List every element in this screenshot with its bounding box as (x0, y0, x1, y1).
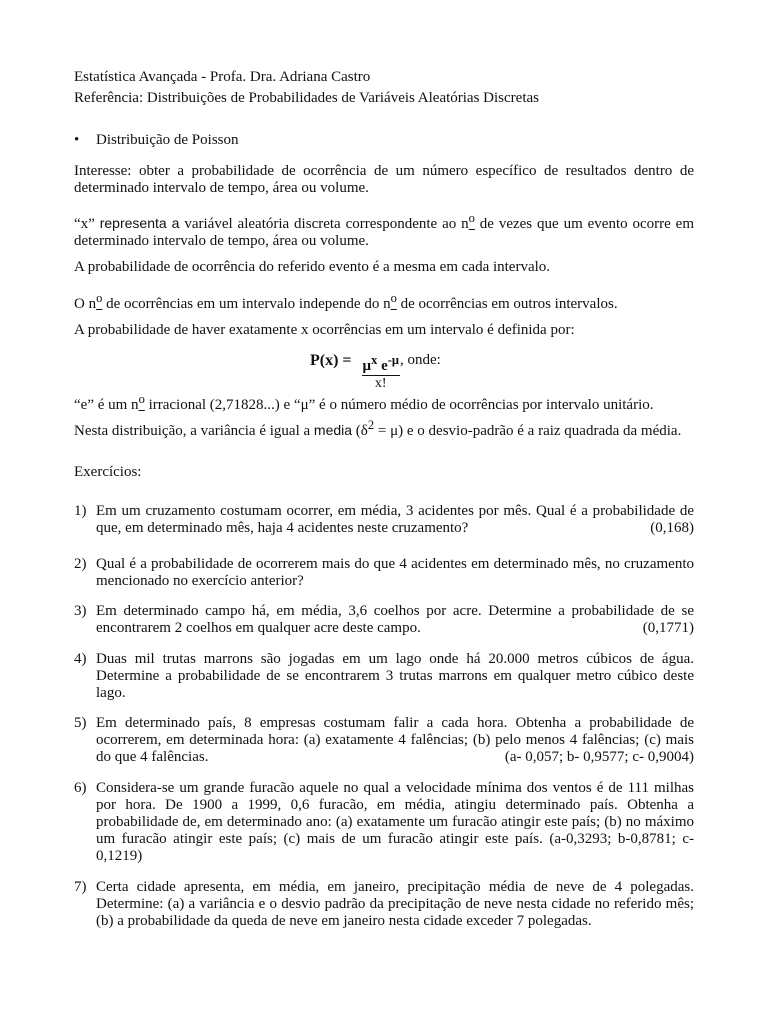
bullet-dot-icon: • (74, 132, 80, 148)
indep-ordinal-sup-2: o (390, 291, 397, 305)
indep-text-c: de ocorrências em outros intervalos. (396, 296, 618, 312)
formula-denominator: x! (374, 376, 387, 391)
indep-ordinal-sup-1: o (96, 291, 103, 305)
x-quote: “x” (74, 216, 95, 232)
x-ordinal-sup: o (468, 211, 475, 225)
same-probability-paragraph: A probabilidade de ocorrência do referido evento é a mesma em cada intervalo. (74, 259, 551, 275)
indep-text-b: de ocorrências em um intervalo independe do n (102, 296, 391, 312)
exercise-5 (74, 715, 694, 766)
exercise-7 (74, 879, 694, 930)
formula-mu: μ (362, 358, 372, 374)
exercise-number: 2) (74, 556, 87, 572)
variance-text-d: ) e o desvio-padrão é a raiz quadrada da média. (398, 423, 682, 439)
exercise-number: 6) (74, 780, 87, 796)
exact-definition-paragraph: A probabilidade de haver exatamente x ocorrências em um intervalo é definida por: (74, 322, 575, 338)
x-end-text: de vezes que um evento ocorre em determinado intervalo de tempo, área ou volume. (74, 216, 695, 249)
exercise-answer: (a- 0,057; b- 0,9577; c- 0,9004) (504, 749, 694, 765)
exercise-number: 7) (74, 879, 87, 895)
header-course-line: Estatística Avançada - Profa. Dra. Adriana Castro (74, 69, 371, 85)
exercise-text: Em um cruzamento costumam ocorrer, em média, 3 acidentes por mês. Qual é a probabilidade de que, em determinado mês, haja 4 acidentes neste cruzamento? (96, 503, 694, 536)
x-definition-paragraph (74, 210, 694, 250)
independence-paragraph (74, 290, 694, 313)
topic-bullet (74, 132, 694, 149)
header-reference-line: Referência: Distribuições de Probabilidades de Variáveis Aleatórias Discretas (74, 90, 539, 106)
x-represents-text: representa a (99, 215, 180, 231)
exercise-1 (74, 503, 694, 537)
e-text-b: irracional (2,71828...) e “μ” é o número médio de ocorrências por intervalo unitário. (144, 397, 654, 413)
exercise-2 (74, 556, 694, 590)
exercise-text: Qual é a probabilidade de ocorrerem mais do que 4 acidentes em determinado mês, no cruzamento mencionado no exercício anterior? (96, 556, 694, 589)
x-middle-text: variável aleatória discreta correspondente ao n (184, 216, 469, 232)
exercise-answer: (0,1771) (642, 620, 694, 636)
exercise-text: Certa cidade apresenta, em média, em janeiro, precipitação média de neve de 4 polegadas. Determine: (a) a variância e o desvio padrão da precipitação de neve nesta cidade no referido mês; (b) a probabilidade da queda de neve em janeiro nesta cidade exceder 7 polegadas. (96, 879, 694, 929)
variance-text-a: Nesta distribuição, a variância é igual a (74, 423, 314, 439)
exercise-text: Em determinado campo há, em média, 3,6 coelhos por acre. Determine a probabilidade de se encontrarem 2 coelhos em qualquer acre deste campo. (96, 603, 694, 636)
variance-text-c: = μ (374, 423, 399, 439)
exercise-text: Considera-se um grande furacão aquele no qual a velocidade mínima dos ventos é de 111 milhas por hora. De 1900 a 1999, 0,6 furacão, em média, atingiu determinado país. Obtenha a probabilidade de, em determinado ano: (a) exatamente um furacão atingir este país; (b) no máximo um furacão atingir este país; (c) mais de um furacão atingir este país. (a-0,3293; b-0,8781; c-0,1219) (96, 780, 694, 864)
e-definition-paragraph (74, 391, 694, 414)
e-text-a: “e” é um n (74, 397, 139, 413)
e-ordinal-sup: o (138, 392, 145, 406)
exercise-number: 5) (74, 715, 87, 731)
exercise-number: 3) (74, 603, 87, 619)
formula-tail: , onde: (399, 352, 441, 368)
formula-fraction (362, 352, 400, 392)
exercise-answer: (0,168) (650, 520, 694, 536)
topic-label: Distribuição de Poisson (96, 132, 239, 148)
exercise-6 (74, 780, 694, 865)
exercise-4 (74, 651, 694, 702)
variance-text-b: ( (352, 423, 361, 439)
exercise-text: Duas mil trutas marrons são jogadas em um lago onde há 20.000 metros cúbicos de água. Determine a probabilidade de se encontrarem 3 trutas marrons em qualquer metro cúbico deste lago. (96, 651, 694, 701)
exercise-text: Em determinado país, 8 empresas costumam falir a cada hora. Obtenha a probabilidade de ocorrerem, em determinada hora: (a) exatamente 4 falências; (b) pelo menos 4 falências; (c) mais do que 4 falências. (96, 715, 694, 765)
formula-mu-exp: x (371, 353, 378, 367)
variance-paragraph (74, 417, 694, 440)
exercise-number: 4) (74, 651, 87, 667)
exercise-number: 1) (74, 503, 87, 519)
variance-exponent: 2 (367, 418, 375, 432)
formula-e: e (377, 358, 388, 374)
interesse-paragraph: Interesse: obter a probabilidade de ocorrência de um número específico de resultados dentro de determinado intervalo de tempo, área ou volume. (74, 163, 694, 196)
variance-media-word: media (313, 422, 353, 438)
exercises-title: Exercícios: (74, 464, 142, 480)
formula-lhs: P(x) = (310, 352, 352, 369)
exercise-3 (74, 603, 694, 637)
formula-e-exp: -μ (387, 353, 399, 367)
indep-text-a: O n (74, 296, 97, 312)
variance-symbol: δ (360, 423, 368, 439)
poisson-formula (74, 352, 694, 391)
formula-numerator (362, 352, 400, 376)
